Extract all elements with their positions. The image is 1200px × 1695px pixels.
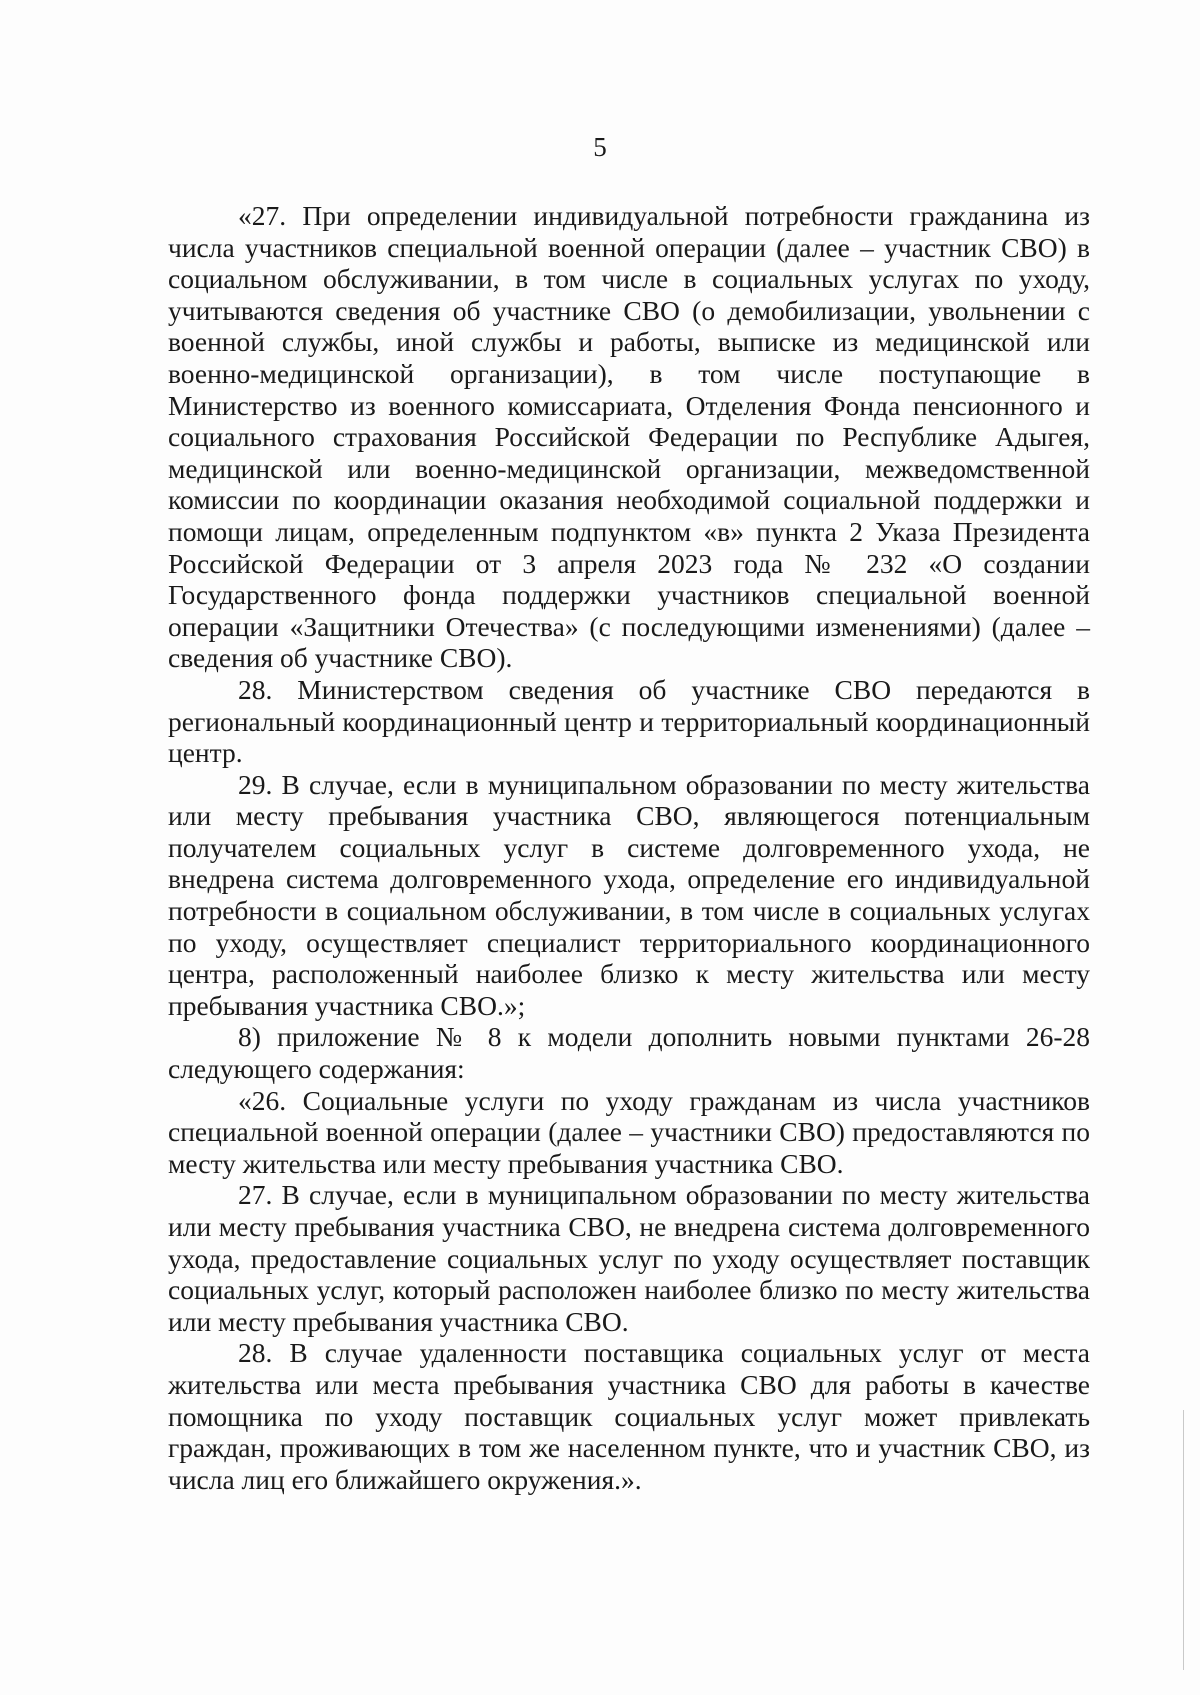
document-body xyxy=(168,200,1090,1495)
paragraph-27-provider: 27. В случае, если в муниципальном образовании по месту жительства или месту пребывания участника СВО, не внедрена система долговременного ухода, предоставление социальных услуг по уходу осуществляет поставщик социальных услуг, который расположен наиболее близко по месту жительства или месту пребывания участника СВО. xyxy=(168,1179,1090,1337)
paragraph-28-assistants: 28. В случае удаленности поставщика социальных услуг от места жительства или места пребывания участника СВО для работы в качестве помощника по уходу поставщик социальных услуг может привлекать граждан, проживающих в том же населенном пункте, что и участник СВО, из числа лиц его ближайшего окружения.». xyxy=(168,1337,1090,1495)
paragraph-27-assessment: «27. При определении индивидуальной потребности гражданина из числа участников специальной военной операции (далее – участник СВО) в социальном обслуживании, в том числе в социальных услугах по уходу, учитываются сведения об участнике СВО (о демобилизации, увольнении с военной службы, иной службы и работы, выписке из медицинской или военно-медицинской организации), в том числе поступающие в Министерство из военного комиссариата, Отделения Фонда пенсионного и социального страхования Российской Федерации по Республике Адыгея, медицинской или военно-медицинской организации, межведомственной комиссии по координации оказания необходимой социальной поддержки и помощи лицам, определенным подпунктом «в» пункта 2 Указа Президента Российской Федерации от 3 апреля 2023 года № 232 «О создании Государственного фонда поддержки участников специальной военной операции «Защитники Отечества» (с последующими изменениями) (далее – сведения об участнике СВО). xyxy=(168,200,1090,674)
paragraph-28-transfer: 28. Министерством сведения об участнике СВО передаются в региональный координационный центр и территориальный координационный центр. xyxy=(168,673,1090,769)
paragraph-29-specialist: 29. В случае, если в муниципальном образовании по месту жительства или месту пребывания участника СВО, являющегося потенциальным получателем социальных услуг в системе долговременного ухода, не внедрена система долговременного ухода, определение его индивидуальной потребности в социальном обслуживании, в том числе в социальных услугах по уходу, осуществляет специалист территориального координационного центра, расположенный наиболее близко к месту жительства или месту пребывания участника СВО.»; xyxy=(168,768,1090,1021)
scan-edge-line xyxy=(1183,1410,1184,1670)
page-number: 5 xyxy=(593,132,607,162)
paragraph-8-amendment: 8) приложение № 8 к модели дополнить новыми пунктами 26-28 следующего содержания: xyxy=(168,1021,1090,1085)
paragraph-26-services: «26. Социальные услуги по уходу гражданам из числа участников специальной военной операции (далее – участники СВО) предоставляются по месту жительства или месту пребывания участника СВО. xyxy=(168,1084,1090,1179)
